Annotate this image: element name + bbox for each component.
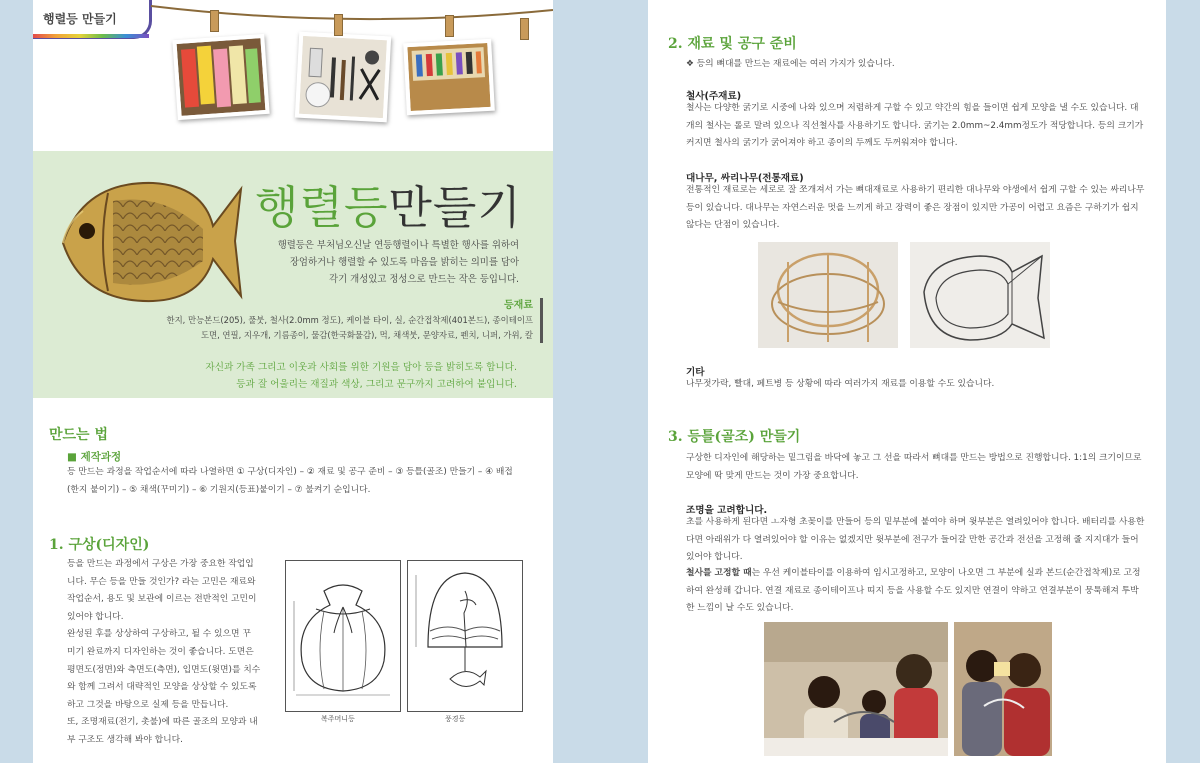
design-line: 있어야 합니다. <box>67 611 124 622</box>
photo-tools <box>295 32 391 123</box>
materials-title: 등재료 <box>504 300 533 311</box>
design-line: 하고 그것을 바탕으로 실제 등을 만듭니다. <box>67 699 229 710</box>
right-page <box>648 0 1166 763</box>
fixing-line <box>686 565 1156 583</box>
photo-workshop-2 <box>954 622 1052 756</box>
wire-heading: 철사(주재료) <box>686 91 742 102</box>
sketch-wind-chime-lantern <box>407 560 523 712</box>
clothespin <box>334 14 343 36</box>
bamboo-line: 않다는 단점이 있습니다. <box>686 220 780 231</box>
bamboo-line: 등이 있습니다. 대나무는 자연스러운 멋을 느끼게 하고 장력이 좋은 장점이 있지만 가공이 어렵고 요즘은 구하기가 쉽지 <box>686 202 1139 213</box>
title-green: 행렬등 <box>255 181 389 234</box>
materials-line: 한지, 만능본드(205), 풀붓, 철사(2.0mm 정도), 케이블 타이, 실, 순간접착제(401본드), 종이테이프 <box>166 315 533 325</box>
main-title <box>255 171 522 236</box>
design-line: 평면도(정면)와 측면도(측면), 입면도(윗면)를 치수 <box>67 664 261 675</box>
materials-box <box>133 298 543 343</box>
intro-line: 각기 개성있고 정성으로 만드는 작은 등입니다. <box>329 274 519 285</box>
photo-paint-tubes <box>403 39 495 116</box>
wire-line: 개의 철사는 롤로 말려 있으나 직선철사를 사용하기도 합니다. 굵기는 2.0mm~2.4mm정도가 적당합니다. 등의 크기가 <box>686 120 1144 131</box>
design-line: 부 구조도 생각해 봐야 합니다. <box>67 734 183 745</box>
design-line: 또, 조명재료(전기, 촛불)에 따른 골조의 모양과 내 <box>67 717 258 728</box>
sketch2-caption: 풍경등 <box>445 715 466 723</box>
design-title: 1. 구상(디자인) <box>49 537 150 553</box>
lighting-line: 초를 사용하게 된다면 ㅗ자형 초꽂이를 만들어 등의 밑부분에 붙여야 하며 윗부분은 열려있어야 합니다. 배터리를 사용한 <box>686 517 1145 527</box>
design-line: 미기 완료까지 디자인하는 것이 좋습니다. 도면은 <box>67 646 254 657</box>
design-line: 등을 만드는 과정에서 구상은 가장 중요한 작업입 <box>67 559 254 569</box>
wire-text <box>686 100 1156 153</box>
photo-bamboo-frame <box>758 242 898 348</box>
design-text <box>67 556 295 750</box>
frame-section-title: 3. 등틀(골조) 만들기 <box>668 429 801 445</box>
frame-line: 모양에 딱 맞게 만드는 것이 가장 중요합니다. <box>686 470 859 481</box>
wire-line: 커지면 철사의 굵기가 굵어져야 하고 종이의 두께도 두꺼워져야 합니다. <box>686 138 958 149</box>
fixing-line: 하여 완성해 갑니다. 연결 재료로 종이테이프나 띠지 등을 사용할 수도 있지만 연결이 약하고 연결부분이 뭉툭해져 투박 <box>686 585 1139 596</box>
lighting-line: 있어야 합니다. <box>686 552 743 563</box>
photo-wire-frame <box>910 242 1050 348</box>
bamboo-line: 전통적인 재료로는 세로로 잘 쪼개져서 가는 뼈대재료로 사용하기 편리한 대나무와 야생에서 쉽게 구할 수 있는 싸리나무 <box>686 185 1145 195</box>
etc-text: 나무젓가락, 빨대, 페트병 등 상황에 따라 여러가지 재료를 이용할 수도 있습니다. <box>686 379 995 389</box>
note-line: 등과 잘 어울리는 재질과 색상, 그리고 문구까지 고려하여 붙입니다. <box>236 379 517 390</box>
fixing-text <box>686 565 1156 618</box>
intro-line: 행렬등은 부처님오신날 연등행렬이나 특별한 행사를 위하여 <box>277 240 519 251</box>
note-line: 자신과 가족 그리고 이웃과 사회를 위한 기원을 담아 등을 밝히도록 합니다. <box>205 362 517 373</box>
sketch-pouch-lantern <box>285 560 401 712</box>
title-banner <box>33 151 553 398</box>
process-text <box>67 464 547 499</box>
lighting-heading: 조명을 고려합니다. <box>686 505 768 516</box>
materials-line: 도면, 연필, 지우개, 기름종이, 물감(한국화물감), 먹, 채색붓, 문양자료, 펜치, 니퍼, 가위, 칼 <box>200 330 533 340</box>
design-line: 작업순서, 용도 및 보관에 이르는 전반적인 고민이 <box>67 594 257 605</box>
fixing-line: 한 느낌이 날 수도 있습니다. <box>686 603 794 614</box>
intro-text <box>219 237 519 288</box>
intro-line: 장엄하거나 행렬할 수 있도록 마음을 밝히는 의미를 담아 <box>289 257 519 268</box>
rainbow-stripe <box>33 34 149 38</box>
frame-text <box>686 450 1156 485</box>
how-to-title: 만드는 법 <box>49 427 108 443</box>
process-line: (한지 붙이기) – ⑤ 채색(꾸미기) – ⑥ 기원지(등표)붙이기 – ⑦ 불켜기 순입니다. <box>67 484 371 495</box>
lighting-line: 다면 아래위가 다 열려있어야 할 이유는 없겠지만 윗부분에 전구가 들어갈 만한 공간과 전선을 고정해 줄 지지대가 들어 <box>686 534 1139 545</box>
clothespin <box>210 10 219 32</box>
left-page <box>33 0 553 763</box>
clothespin <box>520 18 529 40</box>
lighting-text <box>686 514 1156 567</box>
title-black: 만들기 <box>388 181 522 234</box>
clothespin <box>445 15 454 37</box>
design-line: 니다. 무슨 등을 만들 것인가? 라는 고민은 재료와 <box>67 576 256 587</box>
materials-section-title: 2. 재료 및 공구 준비 <box>668 36 797 52</box>
wire-line: 철사는 다양한 굵기로 시중에 나와 있으며 저렴하게 구할 수 있고 약간의 힘을 들이면 쉽게 모양을 낼 수도 있습니다. 대 <box>686 103 1139 113</box>
fixing-first: 는 우선 케이블타이를 이용하여 임시고정하고, 모양이 나오면 그 부분에 실과 본드(순간접착제)로 고정 <box>751 568 1141 578</box>
bamboo-text <box>686 182 1156 235</box>
process-title: ■ 제작과정 <box>67 451 122 463</box>
fixing-bold: 철사를 고정할 때 <box>686 568 752 578</box>
design-line: 와 함께 그려서 대략적인 모양을 상상할 수 있도록 <box>67 682 257 693</box>
photo-paper-sheets <box>172 34 269 120</box>
bamboo-heading: 대나무, 싸리나무(전통재료) <box>686 173 804 184</box>
etc-heading: 기타 <box>686 367 705 378</box>
design-line: 완성된 후를 상상하여 구상하고, 될 수 있으면 꾸 <box>67 629 251 640</box>
materials-lead: ❖ 등의 뼈대를 만드는 재료에는 여러 가지가 있습니다. <box>686 59 895 69</box>
process-line: 등 만드는 과정을 작업순서에 따라 나열하면 ① 구상(디자인) – ② 재료 및 공구 준비 – ③ 등틀(골조) 만들기 – ④ 배접 <box>67 467 513 477</box>
badge-label: 행렬등 만들기 <box>43 12 117 26</box>
photo-workshop-1 <box>764 622 948 756</box>
frame-line: 구상한 디자인에 해당하는 밑그림을 바닥에 놓고 그 선을 따라서 뼈대를 만드는 방법으로 진행합니다. 1:1의 크기이므로 <box>686 453 1142 463</box>
fish-lantern-image <box>53 171 243 311</box>
banner-note <box>205 359 517 393</box>
sketch1-caption: 복주머니등 <box>321 715 355 723</box>
